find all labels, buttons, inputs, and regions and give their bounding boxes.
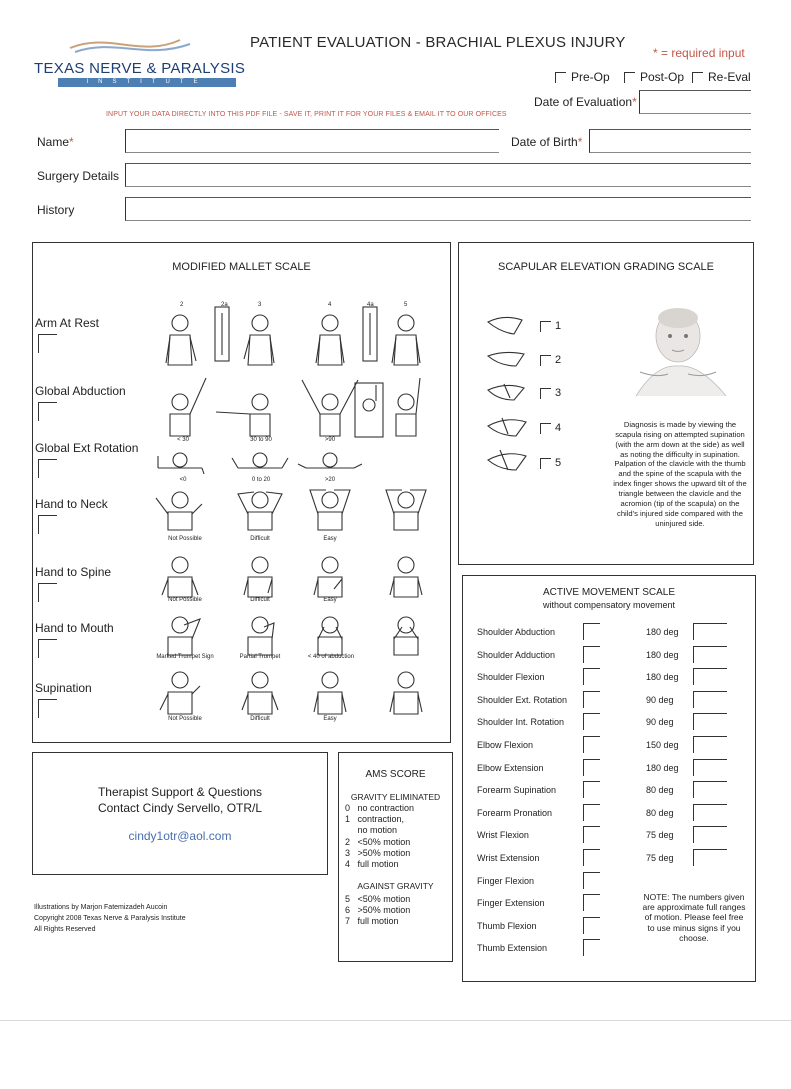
checkbox-icon — [624, 72, 635, 83]
re-eval-checkbox[interactable] — [692, 70, 751, 84]
active-movement-degrees: 180 deg — [646, 649, 679, 660]
re-eval-label: Re-Eval — [708, 70, 751, 84]
active-movement-score-box[interactable] — [583, 691, 600, 708]
mallet-caption: Marked Trumpet Sign — [156, 654, 214, 660]
mallet-caption: 30 to 90 — [250, 437, 272, 443]
date-of-evaluation-field[interactable] — [639, 90, 751, 114]
active-movement-score-box[interactable] — [583, 894, 600, 911]
active-movement-degrees: 180 deg — [646, 627, 679, 637]
checkbox-icon — [540, 388, 551, 399]
credits-line-1: Illustrations by Marjon Fatemizadeh Aucoin — [34, 904, 168, 911]
scapular-grade-1[interactable] — [540, 320, 561, 332]
surgery-details-field[interactable] — [125, 163, 751, 187]
scapular-grade-2[interactable] — [540, 354, 561, 366]
gravity-eliminated-title: GRAVITY ELIMINATED — [350, 792, 441, 802]
pdf-notice: INPUT YOUR DATA DIRECTLY INTO THIS PDF FILE - SAVE IT, PRINT IT FOR YOUR FILES & EMAIL IT TO OUR OFFICES — [106, 111, 507, 118]
support-line-1: Therapist Support & Questions — [97, 785, 263, 799]
active-movement-degree-box[interactable] — [693, 623, 727, 640]
page-edge-divider — [0, 1020, 791, 1021]
child-photo — [616, 300, 744, 400]
scapula-grade-illustrations — [484, 312, 534, 482]
mallet-caption: Difficult — [250, 536, 270, 542]
active-movement-degrees: 75 deg — [646, 853, 674, 863]
page-title: PATIENT EVALUATION - BRACHIAL PLEXUS INJURY — [250, 34, 626, 51]
mallet-caption: Not Possible — [168, 597, 202, 603]
scapular-grade-3[interactable] — [540, 387, 561, 399]
mallet-caption: Not Possible — [168, 716, 202, 722]
required-mark: * — [69, 135, 74, 149]
active-movement-degrees: 80 deg — [646, 807, 674, 818]
credits-line-2: Copyright 2008 Texas Nerve & Paralysis Institute — [34, 915, 186, 922]
scapular-elevation-title: SCAPULAR ELEVATION GRADING SCALE — [498, 261, 714, 273]
ams-line: 3 >50% motion — [345, 848, 411, 858]
active-movement-label: Forearm Pronation — [477, 807, 553, 818]
mallet-row-label: Global Abduction — [35, 384, 126, 398]
active-movement-degrees: 80 deg — [646, 785, 674, 796]
checkbox-icon — [540, 458, 551, 469]
active-movement-label: Elbow Flexion — [477, 740, 534, 750]
active-movement-degree-box[interactable] — [693, 804, 727, 821]
column-number: 4a — [367, 302, 374, 308]
mallet-caption: 0 to 20 — [251, 477, 271, 483]
checkbox-icon — [540, 321, 551, 332]
supination-box[interactable] — [38, 699, 57, 718]
global-ext-rotation-box[interactable] — [38, 459, 57, 478]
active-movement-score-box[interactable] — [583, 872, 600, 889]
checkbox-icon — [555, 72, 566, 83]
column-number: 3 — [258, 302, 262, 308]
active-movement-label: Shoulder Abduction — [477, 627, 556, 637]
active-movement-label: Shoulder Int. Rotation — [477, 717, 565, 728]
checkbox-icon — [540, 423, 551, 434]
hand-to-mouth-box[interactable] — [38, 639, 57, 658]
arm-at-rest-box[interactable] — [38, 334, 57, 353]
active-movement-title: ACTIVE MOVEMENT SCALE — [542, 587, 676, 598]
active-movement-label: Elbow Extension — [477, 762, 544, 773]
mallet-caption: Easy — [323, 536, 337, 542]
mallet-caption: Not Possible — [168, 536, 202, 542]
mallet-caption: < 30 — [177, 437, 189, 443]
against-gravity-title: AGAINST GRAVITY — [357, 881, 434, 891]
active-movement-score-box[interactable] — [583, 849, 600, 866]
mallet-caption: <0 — [179, 477, 187, 483]
mallet-row-label: Global Ext Rotation — [35, 441, 139, 455]
active-movement-label: Shoulder Ext. Rotation — [477, 694, 568, 705]
pre-op-checkbox[interactable] — [555, 70, 610, 84]
active-movement-score-box[interactable] — [583, 646, 600, 663]
required-mark: * — [577, 135, 583, 149]
post-op-label: Post-Op — [640, 70, 685, 84]
ams-score-title: AMS SCORE — [365, 769, 426, 780]
scapular-grade-5[interactable] — [540, 457, 561, 469]
name-label — [37, 135, 74, 149]
hand-to-spine-box[interactable] — [38, 583, 57, 602]
history-label: History — [37, 203, 75, 217]
logo-title: TEXAS NERVE & PARALYSIS — [34, 60, 246, 77]
name-field[interactable] — [125, 129, 499, 153]
support-line-2: Contact Cindy Servello, OTR/L — [97, 801, 263, 815]
ams-line: 4 full motion — [345, 859, 399, 869]
active-movement-degrees: 90 deg — [646, 717, 674, 728]
mallet-scale-title: MODIFIED MALLET SCALE — [172, 261, 311, 273]
grade-label: 4 — [555, 422, 562, 434]
pre-op-label: Pre-Op — [571, 70, 610, 84]
date-of-birth-label — [511, 135, 582, 149]
active-movement-degree-box[interactable] — [693, 646, 727, 663]
name-text: Name — [37, 135, 70, 149]
date-of-evaluation-text: Date of Evaluation — [534, 95, 633, 109]
post-op-checkbox[interactable] — [624, 70, 684, 84]
mallet-caption: < 40 of abduction — [307, 654, 355, 660]
ams-line: no motion — [345, 825, 398, 835]
ams-line: 5 <50% motion — [345, 894, 411, 904]
active-movement-degree-box[interactable] — [693, 826, 727, 843]
date-of-evaluation-label — [534, 95, 637, 109]
active-movement-score-box[interactable] — [583, 826, 600, 843]
mallet-caption: >20 — [324, 477, 336, 483]
active-movement-degree-box[interactable] — [693, 849, 727, 866]
mallet-caption: Difficult — [250, 597, 270, 603]
column-number: 4 — [328, 302, 332, 308]
active-movement-label: Thumb Extension — [477, 943, 548, 954]
grade-label: 3 — [555, 387, 562, 399]
active-movement-score-box[interactable] — [583, 623, 600, 640]
active-movement-score-box[interactable] — [583, 781, 600, 798]
active-movement-degree-box[interactable] — [693, 691, 727, 708]
active-movement-label: Wrist Extension — [477, 853, 540, 863]
grade-label: 5 — [555, 457, 562, 469]
mallet-caption: Easy — [323, 597, 337, 603]
hand-to-neck-box[interactable] — [38, 515, 57, 534]
column-number: 2a — [221, 302, 228, 308]
active-movement-label: Forearm Supination — [477, 785, 557, 796]
active-movement-note: NOTE: The numbers given are approximate full ranges of motion. Please feel free to use minus signs if you choose. — [642, 892, 746, 943]
ams-line: 2 <50% motion — [345, 837, 411, 847]
active-movement-score-box[interactable] — [583, 668, 600, 685]
scapular-grade-4[interactable] — [540, 422, 561, 434]
grade-label: 2 — [555, 354, 562, 366]
mallet-row-label: Hand to Spine — [35, 565, 112, 579]
ams-line: 7 full motion — [345, 916, 399, 926]
active-movement-label: Wrist Flexion — [477, 830, 529, 841]
active-movement-degrees: 180 deg — [646, 672, 679, 683]
mallet-caption: Partial Trumpet — [239, 654, 281, 660]
checkbox-icon — [540, 355, 551, 366]
ams-line: 0 no contraction — [345, 803, 415, 813]
support-email-link[interactable]: cindy1otr@aol.com — [128, 829, 232, 843]
mallet-caption: Easy — [323, 716, 337, 722]
history-field[interactable] — [125, 197, 751, 221]
active-movement-score-box[interactable] — [583, 713, 600, 730]
active-movement-degree-box[interactable] — [693, 781, 727, 798]
active-movement-label: Finger Flexion — [477, 875, 535, 886]
active-movement-score-box[interactable] — [583, 804, 600, 821]
mallet-row-label: Hand to Neck — [35, 497, 108, 511]
active-movement-score-box[interactable] — [583, 736, 600, 753]
ams-line: 6 >50% motion — [345, 905, 411, 915]
active-movement-degree-box[interactable] — [693, 713, 727, 730]
active-movement-label: Thumb Flexion — [477, 920, 537, 931]
mallet-row-label: Hand to Mouth — [35, 621, 114, 635]
logo-subtitle: INSTITUTE — [58, 78, 236, 87]
active-movement-degrees: 180 deg — [646, 762, 679, 773]
active-movement-score-box[interactable] — [583, 759, 600, 776]
active-movement-degree-box[interactable] — [693, 736, 727, 753]
surgery-details-label: Surgery Details — [37, 169, 120, 183]
mallet-row-label: Arm At Rest — [35, 316, 100, 330]
ams-line: 1 contraction, — [345, 814, 405, 824]
active-movement-label: Shoulder Adduction — [477, 649, 556, 660]
scapular-description: Diagnosis is made by viewing the scapula rising on attempted supination (with the arm down at the side) as well as noting the difficulty in supination. Palpation of the clavicle with the thumb and the spine of the scapula with the index finger shows the upward tilt of the triangle between the clavicle and the acromion (tip of the scapula) on the child's injured side compared with the uninjured side. — [613, 420, 747, 528]
required-mark: * — [632, 95, 637, 109]
mallet-caption: Difficult — [250, 716, 270, 722]
mallet-caption: >90 — [324, 437, 336, 443]
active-movement-degree-box[interactable] — [693, 759, 727, 776]
grade-label: 1 — [555, 320, 562, 332]
global-abduction-box[interactable] — [38, 402, 57, 421]
mallet-row-label: Supination — [35, 681, 92, 695]
active-movement-label: Shoulder Flexion — [477, 672, 545, 683]
active-movement-degree-box[interactable] — [693, 668, 727, 685]
active-movement-score-box[interactable] — [583, 917, 600, 934]
date-of-birth-field[interactable] — [589, 129, 751, 153]
column-number: 5 — [404, 302, 408, 308]
credits-line-3: All Rights Reserved — [34, 926, 96, 933]
active-movement-label: Finger Extension — [477, 898, 545, 909]
checkbox-icon — [692, 72, 703, 83]
required-note: * = required input — [653, 46, 745, 60]
active-movement-degrees: 75 deg — [646, 830, 674, 841]
column-number: 2 — [180, 302, 184, 308]
dob-text: Date of Birth — [511, 135, 578, 149]
active-movement-degrees: 90 deg — [646, 694, 674, 705]
logo-swoosh-icon — [30, 30, 245, 60]
active-movement-subtitle: without compensatory movement — [542, 600, 676, 610]
active-movement-degrees: 150 deg — [646, 740, 679, 750]
active-movement-score-box[interactable] — [583, 939, 600, 956]
